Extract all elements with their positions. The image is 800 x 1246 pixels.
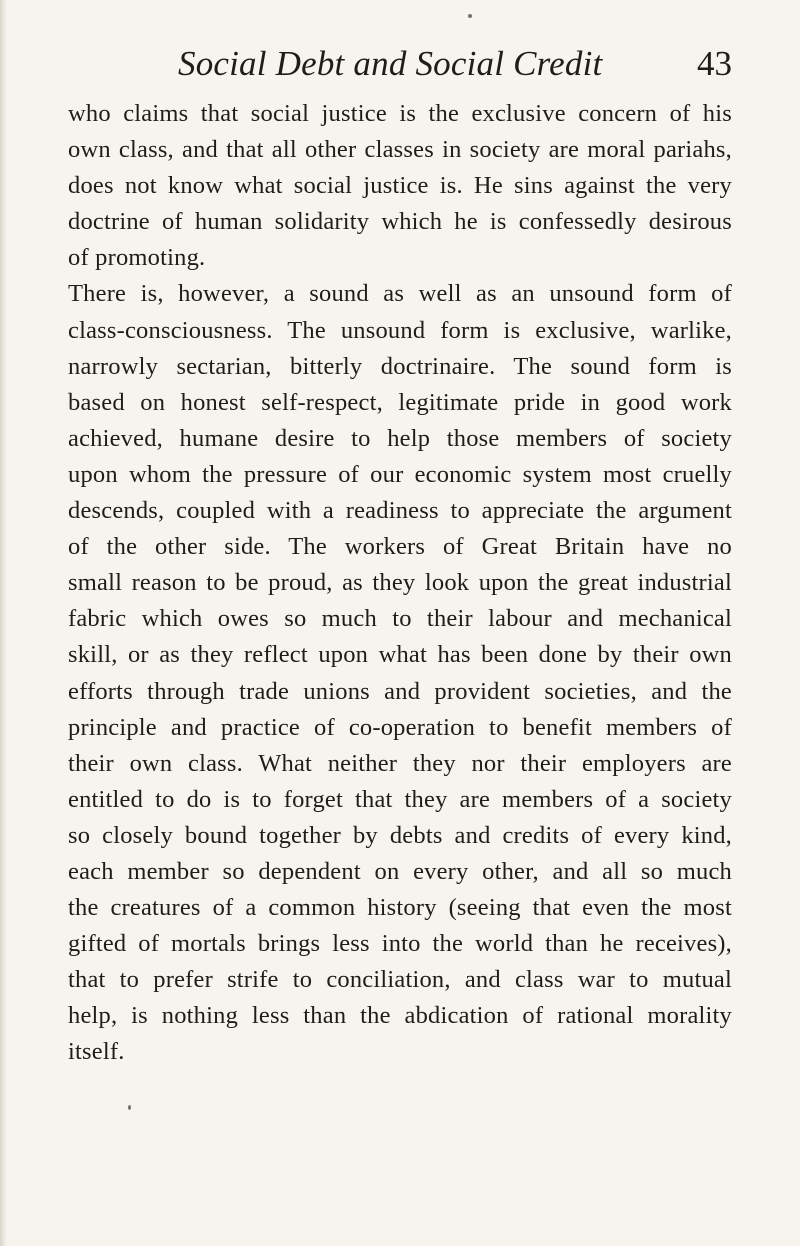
text-line: who claims that social justice is the exclusive concern of his xyxy=(68,100,732,127)
text-line: of the other side. The workers of Great Britain have no xyxy=(68,533,732,561)
text-line: descends, coupled with a readiness to appreciate the argument xyxy=(68,497,732,525)
text-line: fabric which owes so much to their labour and mechanical xyxy=(68,605,732,633)
text-line: efforts through trade unions and provident societies, and the xyxy=(68,677,732,705)
text-line: their own class. What neither they nor their employers are xyxy=(68,749,732,777)
text-line: doctrine of human solidarity which he is confessedly desirous xyxy=(68,208,732,236)
running-title: Social Debt and Social Credit xyxy=(178,44,603,83)
text-line: class-consciousness. The unsound form is exclusive, warlike, xyxy=(68,316,732,344)
text-line: gifted of mortals brings less into the world than he receives), xyxy=(68,930,732,958)
text-line: own class, and that all other classes in society are moral pariahs, xyxy=(68,136,732,164)
binding-edge xyxy=(0,0,7,1246)
page-number: 43 xyxy=(697,44,732,83)
text-line: small reason to be proud, as they look upon the great industrial xyxy=(68,569,732,597)
text-line: narrowly sectarian, bitterly doctrinaire. The sound form is xyxy=(68,352,732,380)
text-line: itself. xyxy=(68,1038,125,1066)
text-line: so closely bound together by debts and credits of every kind, xyxy=(68,821,732,849)
text-line: achieved, humane desire to help those members of society xyxy=(68,424,732,452)
text-line: of promoting. xyxy=(68,244,206,272)
paper-fleck xyxy=(128,1105,131,1110)
text-line: entitled to do is to forget that they are members of a society xyxy=(68,785,732,813)
text-line: the creatures of a common history (seeing that even the most xyxy=(68,894,732,922)
text-line: help, is nothing less than the abdication of rational morality xyxy=(68,1002,732,1030)
running-head xyxy=(68,44,732,92)
paper-fleck xyxy=(468,14,472,18)
text-line: based on honest self-respect, legitimate pride in good work xyxy=(68,388,732,416)
text-line: There is, however, a sound as well as an unsound form of xyxy=(68,280,732,308)
text-line: skill, or as they reflect upon what has been done by their own xyxy=(68,641,732,669)
text-line: upon whom the pressure of our economic system most cruelly xyxy=(68,460,732,488)
body-text xyxy=(68,96,732,1071)
text-line: does not know what social justice is. He sins against the very xyxy=(68,172,732,200)
text-line: each member so dependent on every other, and all so much xyxy=(68,857,732,885)
text-line: that to prefer strife to conciliation, and class war to mutual xyxy=(68,966,732,994)
text-line: principle and practice of co-operation to benefit members of xyxy=(68,713,732,741)
